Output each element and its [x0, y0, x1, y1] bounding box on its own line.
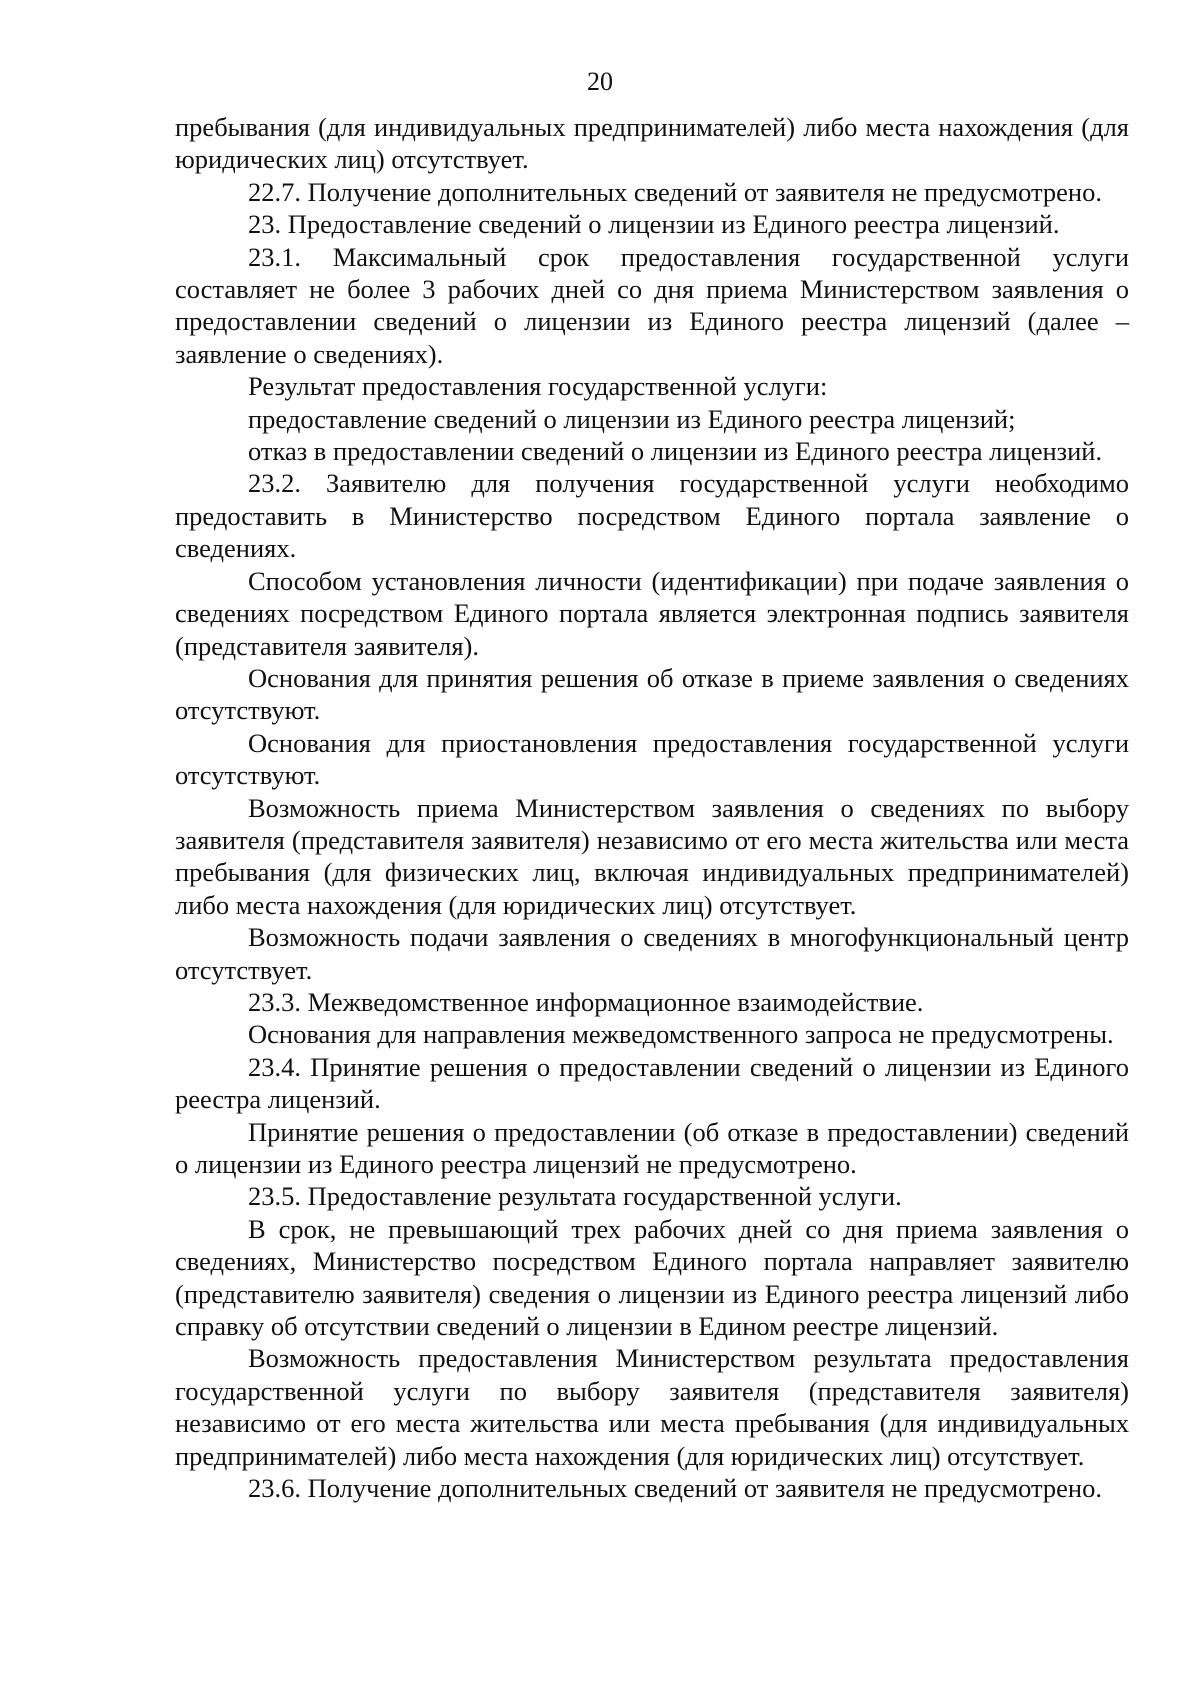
paragraph: Принятие решения о предоставлении (об отказе в предоставлении) сведений о лицензии из Единого реестра лицензий не предусмотрено.: [175, 1116, 1129, 1179]
paragraph: 23.1. Максимальный срок предоставления государственной услуги составляет не более 3 рабочих дней со дня приема Министерством заявления о предоставлении сведений о лицензии из Единого реестра лицензий (далее – заявление о сведениях).: [175, 241, 1129, 369]
paragraph: 23.4. Принятие решения о предоставлении сведений о лицензии из Единого реестра лицензий.: [175, 1051, 1129, 1115]
paragraph: Основания для принятия решения об отказе в приеме заявления о сведениях отсутствуют.: [175, 662, 1129, 726]
paragraph: 23.2. Заявителю для получения государственной услуги необходимо предоставить в Министерство посредством Единого портала заявление о сведениях.: [175, 468, 1129, 564]
paragraph: Основания для направления межведомственного запроса не предусмотрены.: [248, 1019, 1114, 1050]
paragraph: 23.3. Межведомственное информационное взаимодействие.: [248, 986, 924, 1017]
paragraph: 22.7. Получение дополнительных сведений от заявителя не предусмотрено.: [248, 176, 1102, 207]
paragraph: отказ в предоставлении сведений о лицензии из Единого реестра лицензий.: [248, 436, 1103, 467]
paragraph: Результат предоставления государственной услуги:: [248, 371, 828, 402]
paragraph: Возможность предоставления Министерством результата предоставления государственной услуги по выбору заявителя (представителя заявителя) независимо от его места жительства или места пребывания (для индивидуальных предпринимателей) либо места нахождения (для юридических лиц) отсутствует.: [175, 1343, 1129, 1471]
text-body: [175, 111, 1129, 1504]
paragraph: 23.6. Получение дополнительных сведений от заявителя не предусмотрено.: [248, 1473, 1102, 1504]
paragraph: 23. Предоставление сведений о лицензии из Единого реестра лицензий.: [248, 209, 1060, 240]
paragraph: 23.5. Предоставление результата государственной услуги.: [248, 1181, 902, 1212]
paragraph: Возможность подачи заявления о сведениях в многофункциональный центр отсутствует.: [175, 922, 1129, 985]
paragraph: Способом установления личности (идентификации) при подаче заявления о сведениях посредством Единого портала является электронная подпись заявителя (представителя заявителя).: [175, 565, 1129, 661]
paragraph: предоставление сведений о лицензии из Единого реестра лицензий;: [248, 403, 1016, 434]
paragraph: Основания для приостановления предоставления государственной услуги отсутствуют.: [175, 727, 1129, 791]
paragraph: В срок, не превышающий трех рабочих дней со дня приема заявления о сведениях, Министерство посредством Единого портала направляет заявителю (представителю заявителя) сведения о лицензии из Единого реестра лицензий либо справку об отсутствии сведений о лицензии в Едином реестре лицензий.: [175, 1213, 1129, 1342]
page-number: 20: [587, 67, 613, 96]
paragraph: пребывания (для индивидуальных предпринимателей) либо места нахождения (для юридических лиц) отсутствует.: [175, 112, 1129, 175]
paragraph: Возможность приема Министерством заявления о сведениях по выбору заявителя (представителя заявителя) независимо от его места жительства или места пребывания (для физических лиц, включая индивидуальных предпринимателей) либо места нахождения (для юридических лиц) отсутствует.: [175, 792, 1129, 920]
